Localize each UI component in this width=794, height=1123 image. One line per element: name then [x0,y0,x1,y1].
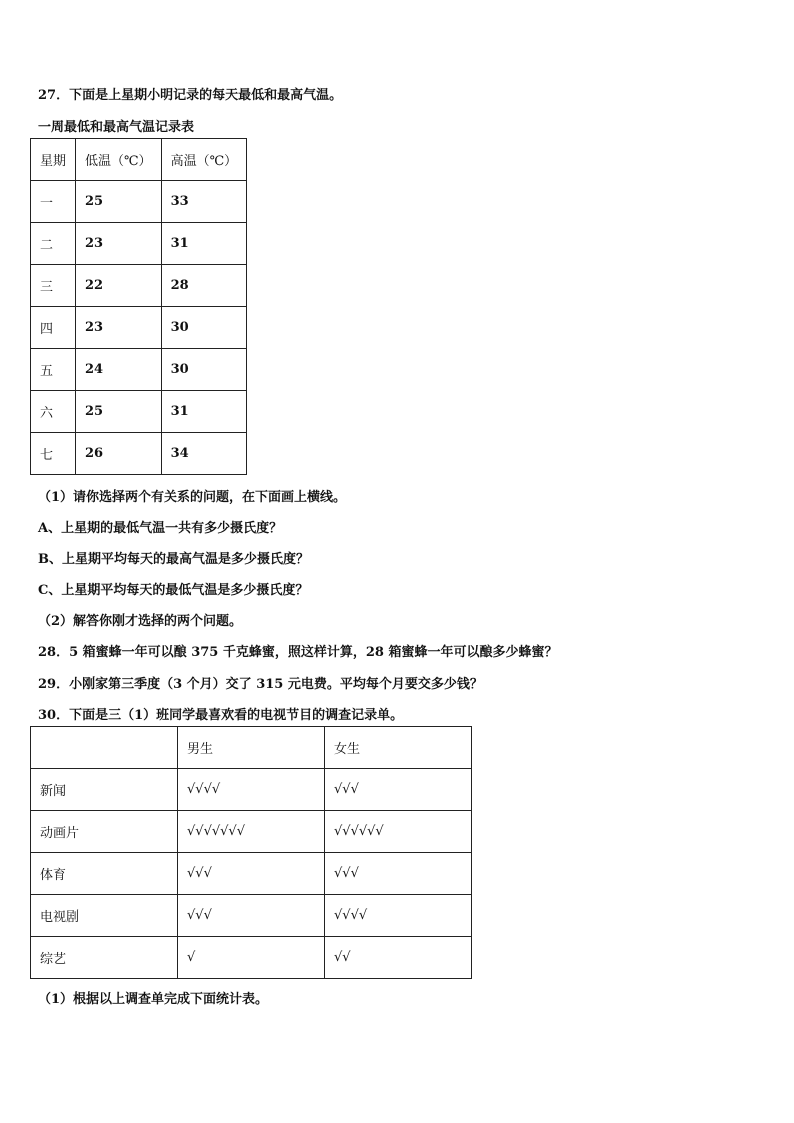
table-row [31,391,247,433]
table-cell: 25 [76,181,162,223]
table-row [31,811,472,853]
table-cell: 体育 [31,853,178,895]
temperature-table [30,138,247,475]
table-row [31,223,247,265]
table-cell: √√√ [325,769,472,811]
question-27-part2: （2）解答你刚才选择的两个问题。 [38,614,243,629]
table-cell: 33 [161,181,247,223]
table-cell: 30 [161,349,247,391]
table-cell: 22 [76,265,162,307]
table-cell: √√√ [178,853,325,895]
tv-survey-table [30,726,472,979]
table-row [31,181,247,223]
table-cell: 25 [76,391,162,433]
table-header-cell [31,727,178,769]
question-27-heading: 27．下面是上星期小明记录的每天最低和最高气温。 [38,88,343,103]
question-29: 29．小刚家第三季度（3 个月）交了 315 元电费。平均每个月要交多少钱？ [38,677,483,692]
table-row [31,895,472,937]
table-cell: 七 [31,433,76,475]
table-row [31,853,472,895]
question-27-part1: （1）请你选择两个有关系的问题，在下面画上横线。 [38,490,347,505]
table-cell: √√√√√√√ [178,811,325,853]
table-row [31,769,472,811]
table-cell: 新闻 [31,769,178,811]
table-header-cell: 高温（℃） [161,139,247,181]
table-cell: 一 [31,181,76,223]
table-cell: 23 [76,307,162,349]
table-cell: √√√√√√ [325,811,472,853]
table-header-cell: 星期 [31,139,76,181]
table-cell: √√ [325,937,472,979]
table-row [31,433,247,475]
table-cell: 二 [31,223,76,265]
table-cell: 六 [31,391,76,433]
table-cell: 30 [161,307,247,349]
table-header-cell: 男生 [178,727,325,769]
table-header-cell: 女生 [325,727,472,769]
table-cell: 三 [31,265,76,307]
table-row [31,349,247,391]
table-cell: 34 [161,433,247,475]
table-cell: √√√√ [325,895,472,937]
table-cell: 四 [31,307,76,349]
table-cell: √√√√ [178,769,325,811]
question-30-heading: 30．下面是三（1）班同学最喜欢看的电视节目的调查记录单。 [38,708,404,723]
table-cell: 28 [161,265,247,307]
table-cell: √√√ [178,895,325,937]
table-row [31,937,472,979]
option-b: B、上星期平均每天的最高气温是多少摄氏度？ [38,552,309,567]
option-c: C、上星期平均每天的最低气温是多少摄氏度？ [38,583,309,598]
table-cell: 31 [161,223,247,265]
table-cell: 31 [161,391,247,433]
table-cell: √√√ [325,853,472,895]
table-cell: 综艺 [31,937,178,979]
table-cell: 五 [31,349,76,391]
table-cell: 26 [76,433,162,475]
question-30-part1: （1）根据以上调查单完成下面统计表。 [38,992,269,1007]
table-header-cell: 低温（℃） [76,139,162,181]
table-cell: 24 [76,349,162,391]
table-cell: √ [178,937,325,979]
table-cell: 23 [76,223,162,265]
table-header-row [31,727,472,769]
temperature-table-title: 一周最低和最高气温记录表 [38,120,195,135]
table-cell: 动画片 [31,811,178,853]
table-header-row [31,139,247,181]
table-row [31,307,247,349]
table-row [31,265,247,307]
table-cell: 电视剧 [31,895,178,937]
option-a: A、上星期的最低气温一共有多少摄氏度？ [38,521,283,536]
question-28: 28．5 箱蜜蜂一年可以酿 375 千克蜂蜜，照这样计算，28 箱蜜蜂一年可以酿多少蜂蜜？ [38,645,558,660]
